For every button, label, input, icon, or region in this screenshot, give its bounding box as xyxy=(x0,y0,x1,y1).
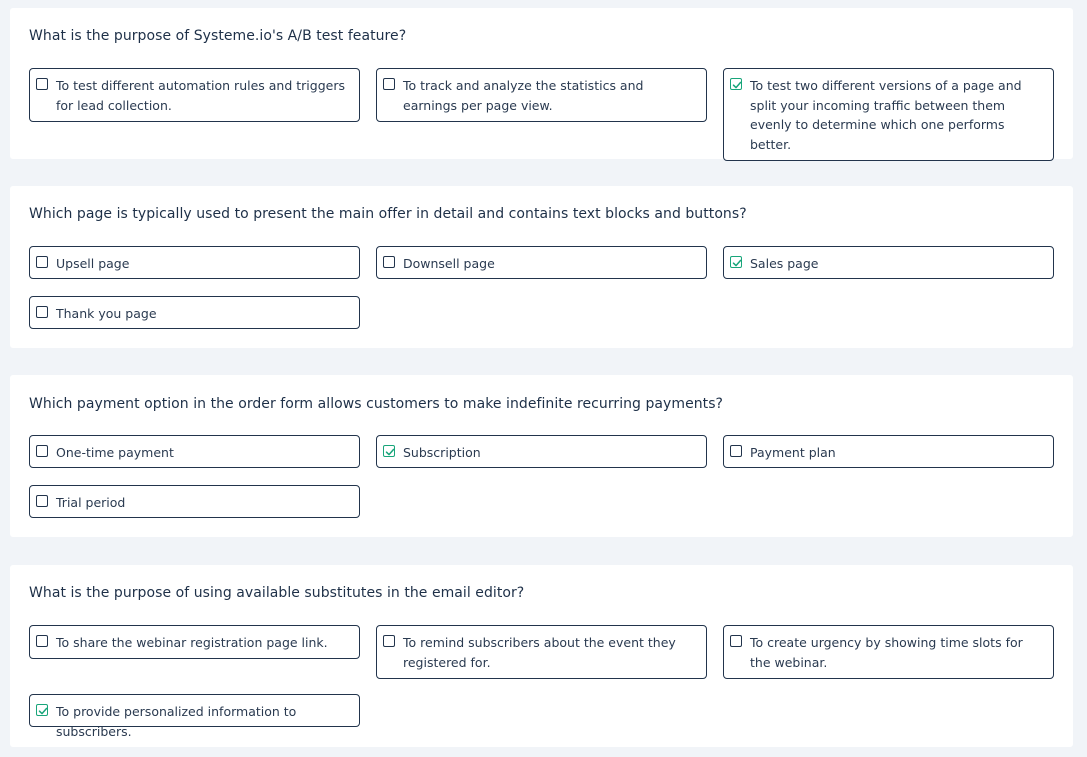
answer-label: To create urgency by showing time slots for the webinar. xyxy=(750,635,1023,670)
answer-label: To test two different versions of a page and split your incoming traffic between them evenly to determine which one performs better. xyxy=(750,78,1022,152)
answer-label: To test different automation rules and triggers for lead collection. xyxy=(56,78,345,113)
answer-option-selected[interactable] xyxy=(29,694,360,739)
answer-label: To track and analyze the statistics and earnings per page view. xyxy=(403,78,644,113)
answer-label: To share the webinar registration page link. xyxy=(56,635,328,650)
question-card-3 xyxy=(10,375,1073,537)
question-text: Which payment option in the order form allows customers to make indefinite recurring payments? xyxy=(29,396,724,412)
checkbox[interactable] xyxy=(383,78,395,90)
answer-option[interactable] xyxy=(376,625,707,679)
check-icon xyxy=(732,258,742,268)
checkbox[interactable] xyxy=(36,78,48,90)
answer-option[interactable] xyxy=(723,435,1054,468)
answer-label: To remind subscribers about the event they registered for. xyxy=(403,635,676,670)
checkbox[interactable] xyxy=(383,635,395,647)
answer-label: One-time payment xyxy=(56,445,174,460)
answer-option[interactable] xyxy=(376,68,707,122)
answer-option-selected[interactable] xyxy=(723,68,1054,161)
checkbox[interactable] xyxy=(730,445,742,457)
answer-option-selected[interactable] xyxy=(376,435,707,468)
answer-option[interactable] xyxy=(376,246,707,279)
checkbox[interactable] xyxy=(730,635,742,647)
question-card-1 xyxy=(10,8,1073,159)
checkbox[interactable] xyxy=(36,306,48,318)
answer-label: Subscription xyxy=(403,445,481,460)
check-icon xyxy=(732,80,742,90)
question-card-2 xyxy=(10,186,1073,348)
checkbox[interactable] xyxy=(36,635,48,647)
answer-option-selected[interactable] xyxy=(723,246,1054,279)
answer-option[interactable] xyxy=(29,625,360,659)
answer-label: Sales page xyxy=(750,256,819,271)
question-text: Which page is typically used to present the main offer in detail and contains text blocks and buttons? xyxy=(29,206,747,222)
checkbox-checked[interactable] xyxy=(383,445,395,457)
answer-label: To provide personalized information to subscribers. xyxy=(56,704,297,739)
answer-label: Upsell page xyxy=(56,256,130,271)
answer-label: Trial period xyxy=(56,495,126,510)
check-icon xyxy=(385,447,395,457)
checkbox[interactable] xyxy=(36,256,48,268)
answer-option[interactable] xyxy=(29,435,360,468)
checkbox[interactable] xyxy=(383,256,395,268)
question-text: What is the purpose of Systeme.io's A/B test feature? xyxy=(29,28,407,44)
answer-label: Downsell page xyxy=(403,256,495,271)
answer-option[interactable] xyxy=(29,485,360,518)
answer-option[interactable] xyxy=(723,625,1054,679)
answer-label: Payment plan xyxy=(750,445,836,460)
checkbox[interactable] xyxy=(36,445,48,457)
answer-option[interactable] xyxy=(29,68,360,122)
checkbox-checked[interactable] xyxy=(36,704,48,716)
answer-option[interactable] xyxy=(29,246,360,279)
checkbox-checked[interactable] xyxy=(730,256,742,268)
checkbox[interactable] xyxy=(36,495,48,507)
answer-option[interactable] xyxy=(29,296,360,329)
question-text: What is the purpose of using available substitutes in the email editor? xyxy=(29,585,525,601)
checkbox-checked[interactable] xyxy=(730,78,742,90)
question-card-4 xyxy=(10,565,1073,747)
answer-label: Thank you page xyxy=(56,306,157,321)
check-icon xyxy=(38,706,48,716)
